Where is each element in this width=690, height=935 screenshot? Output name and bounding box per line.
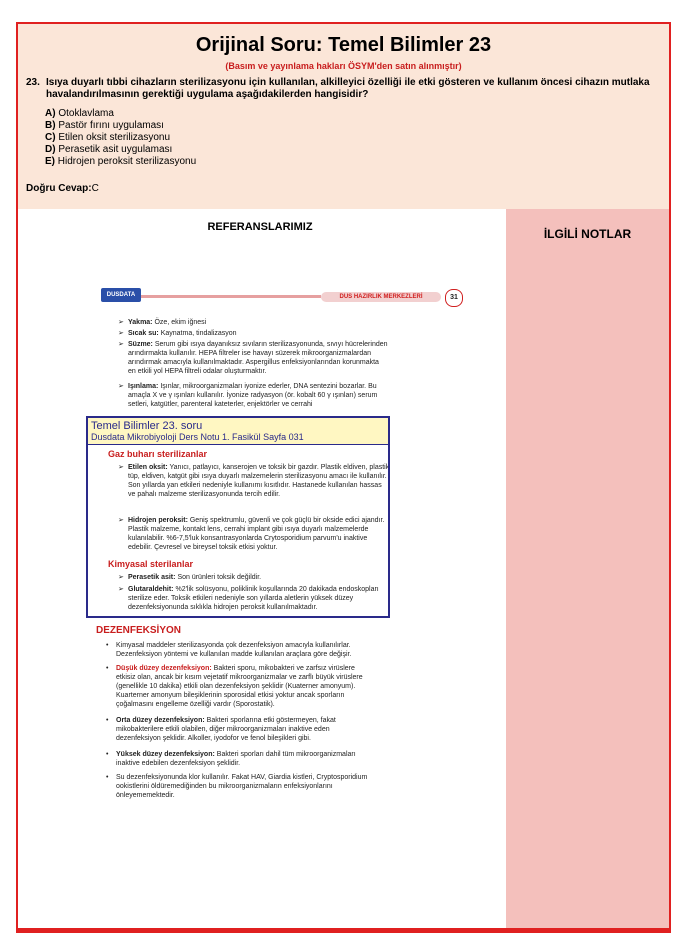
disinfection-heading: DEZENFEKSİYON xyxy=(96,625,182,636)
dusdata-logo: DUSDATA xyxy=(101,288,141,302)
gas-heading: Gaz buharı sterilizanlar xyxy=(108,449,208,459)
arrow-bullet-icon: ➢ xyxy=(118,586,124,593)
bullet-icon: • xyxy=(106,751,109,758)
textbook-page-number: 31 xyxy=(445,289,463,307)
bullet-icon: • xyxy=(106,665,109,672)
bullet-icon: • xyxy=(106,642,109,649)
option-c: C) Etilen oksit sterilizasyonu xyxy=(45,132,171,143)
arrow-bullet-icon: ➢ xyxy=(118,517,124,524)
option-a: A) Otoklavlama xyxy=(45,108,114,119)
notes-title: İLGİLİ NOTLAR xyxy=(543,227,632,241)
page-frame xyxy=(16,22,671,932)
arrow-bullet-icon: ➢ xyxy=(118,319,124,326)
question-number: 23. xyxy=(26,77,40,88)
reference-caption-title: Temel Bilimler 23. soru xyxy=(91,420,203,432)
reference-caption-source: Dusdata Mikrobiyoloji Ders Notu 1. Fasikül Sayfa 031 xyxy=(91,432,304,442)
bullet-icon: • xyxy=(106,717,109,724)
arrow-bullet-icon: ➢ xyxy=(118,383,124,390)
bottom-bar xyxy=(16,928,671,933)
textbook-page-image: DUSDATA DUS HAZIRLIK MERKEZLERİ 31 ➢ Yakma: Öze, ekim iğnesi ➢ Sıcak su: Kaynatma, tindalizasyon ➢ Süzme: Serum gibi ısıya dayanıksız sıvıların sterilizasyonunda, sıvıyı hücrelerinden arındırmakta kullanılır. HEPA filtreler ise havayı süzerek mikroorganizmalardan arındırmak amacıyla kullanılmaktadır. Aspergillus enfeksiyonlarından korunmakta en etkili yol HEPA filtreli odalar oluşturmaktır. ➢ Işınlama: Işınlar, mikroorganizmaları iyonize ederler, DNA sentezini bozarlar. Bu amaçla X ve γ ışınları kullanılır. İyonize radyasyon (ör. kobalt 60 γ ışınları) serum setleri, katgütler, parenteral kateterler, enjektörler ve cerrahi Gaz buharı sterilizanlar ➢ Etilen oksit: Yanıcı, patlayıcı, kanserojen ve toksik bir gazdır. Plastik eldiven, plastik tüp, eldiven, katgüt gibi ısıya duyarlı malzemelerin sterilizasyonu amacı ile kullanılır. Son yıllarda yan etkileri nedeniyle kullanımı kısıtlıdır. Hastanede kullanılan hassas ve pahalı malzeme sterilizasyonunda tercih edilir. ➢ Hidrojen peroksit: Geniş spektrumlu, güvenli ve çok güçlü bir okside edici ajandır. Plastik malzeme, kontakt lens, cerrahi implant gibi ısıya duyarlı malzemelerde kulanılabilir. %6-7,5'luk konsantrasyonlarda Crytosporidium parvum'u inaktive edebilir. Çevresel ve bireysel toksik etkisi yoktur. Kimyasal sterilanlar ➢ Perasetik asit: Son ürünleri toksik değildir. ➢ Glutaraldehit: %2'lik solüsyonu, poliklinik koşullarında 20 dakikada endoskopları sterilize eder. Toksik etkileri nedeniyle son yıllarda aletlerin yüksek düzey dezenfeksiyonunda sıklıkla hidrojen peroksit kullanılmaktadır. DEZENFEKSİYON • Kimyasal maddeler sterilizasyonda çok dezenfeksiyon amacıyla kullanılırlar. Dezenfeksiyon yöntemi ve kullanılan madde kullanılan araçlara göre değişir. • Düşük düzey dezenfeksiyon: Bakteri sporu, mikobakteri ve zarfsız virüslere etkisiz olan, ancak bir kısım vejetatif mikroorganizmalar ve zarflı büyük virüslere (genellikle 10 dakika) etkili olan dezenfeksiyon şeklidir (Kuaterner amonyum). Kuarterner amonyum bileşiklerinin sporosidal etkisi yoktur ancak sporların çoğalmasını engelleme özelliği vardır (Sporostatik). • Orta düzey dezenfeksiyon: Bakteri sporlarına etki göstermeyen, fakat mikobakterilere etkili olabilen, diğer mikroorganizmaları inaktive eden dezenfeksiyon şeklidir. Alkoller, iyodofor ve fenol bileşikleri gibi. • Yüksek düzey dezenfeksiyon: Bakteri sporları dahil tüm mikroorganizmaları inaktive edebilen dezenfeksiyon şeklidir. • Su dezenfeksiyonunda klor kullanılır. Fakat HAV, Giardia kistleri, Cryptosporidium ookistlerini öldüremediğinden bu mikroorganizmaların enfeksiyonlarını önleyememektedir. xyxy=(96,286,472,806)
arrow-bullet-icon: ➢ xyxy=(118,330,124,337)
option-e: E) Hidrojen peroksit sterilizasyonu xyxy=(45,156,197,167)
chem-heading: Kimyasal sterilanlar xyxy=(108,559,194,569)
references-title: REFERANSLARIMIZ xyxy=(207,221,313,233)
option-b: B) Pastör fırını uygulaması xyxy=(45,120,164,131)
page-title: Orijinal Soru: Temel Bilimler 23 xyxy=(195,34,492,56)
textbook-header-label: DUS HAZIRLIK MERKEZLERİ xyxy=(321,292,441,302)
arrow-bullet-icon: ➢ xyxy=(118,341,124,348)
arrow-bullet-icon: ➢ xyxy=(118,464,124,471)
bullet-icon: • xyxy=(106,774,109,781)
copyright-subtitle: (Basım ve yayınlama hakları ÖSYM'den satın alınmıştır) xyxy=(225,61,462,71)
correct-answer: Doğru Cevap:C xyxy=(26,183,99,194)
question-text: Isıya duyarlı tıbbi cihazların sterilizasyonu için kullanılan, alkilleyici özelliği ile etki gösteren ve kullanım öncesi cihazın mutlaka havalandırılmasının gerektiği uygulama aşağıdakilerden hangisidir? xyxy=(46,77,650,100)
option-d: D) Perasetik asit uygulaması xyxy=(45,144,173,155)
arrow-bullet-icon: ➢ xyxy=(118,574,124,581)
